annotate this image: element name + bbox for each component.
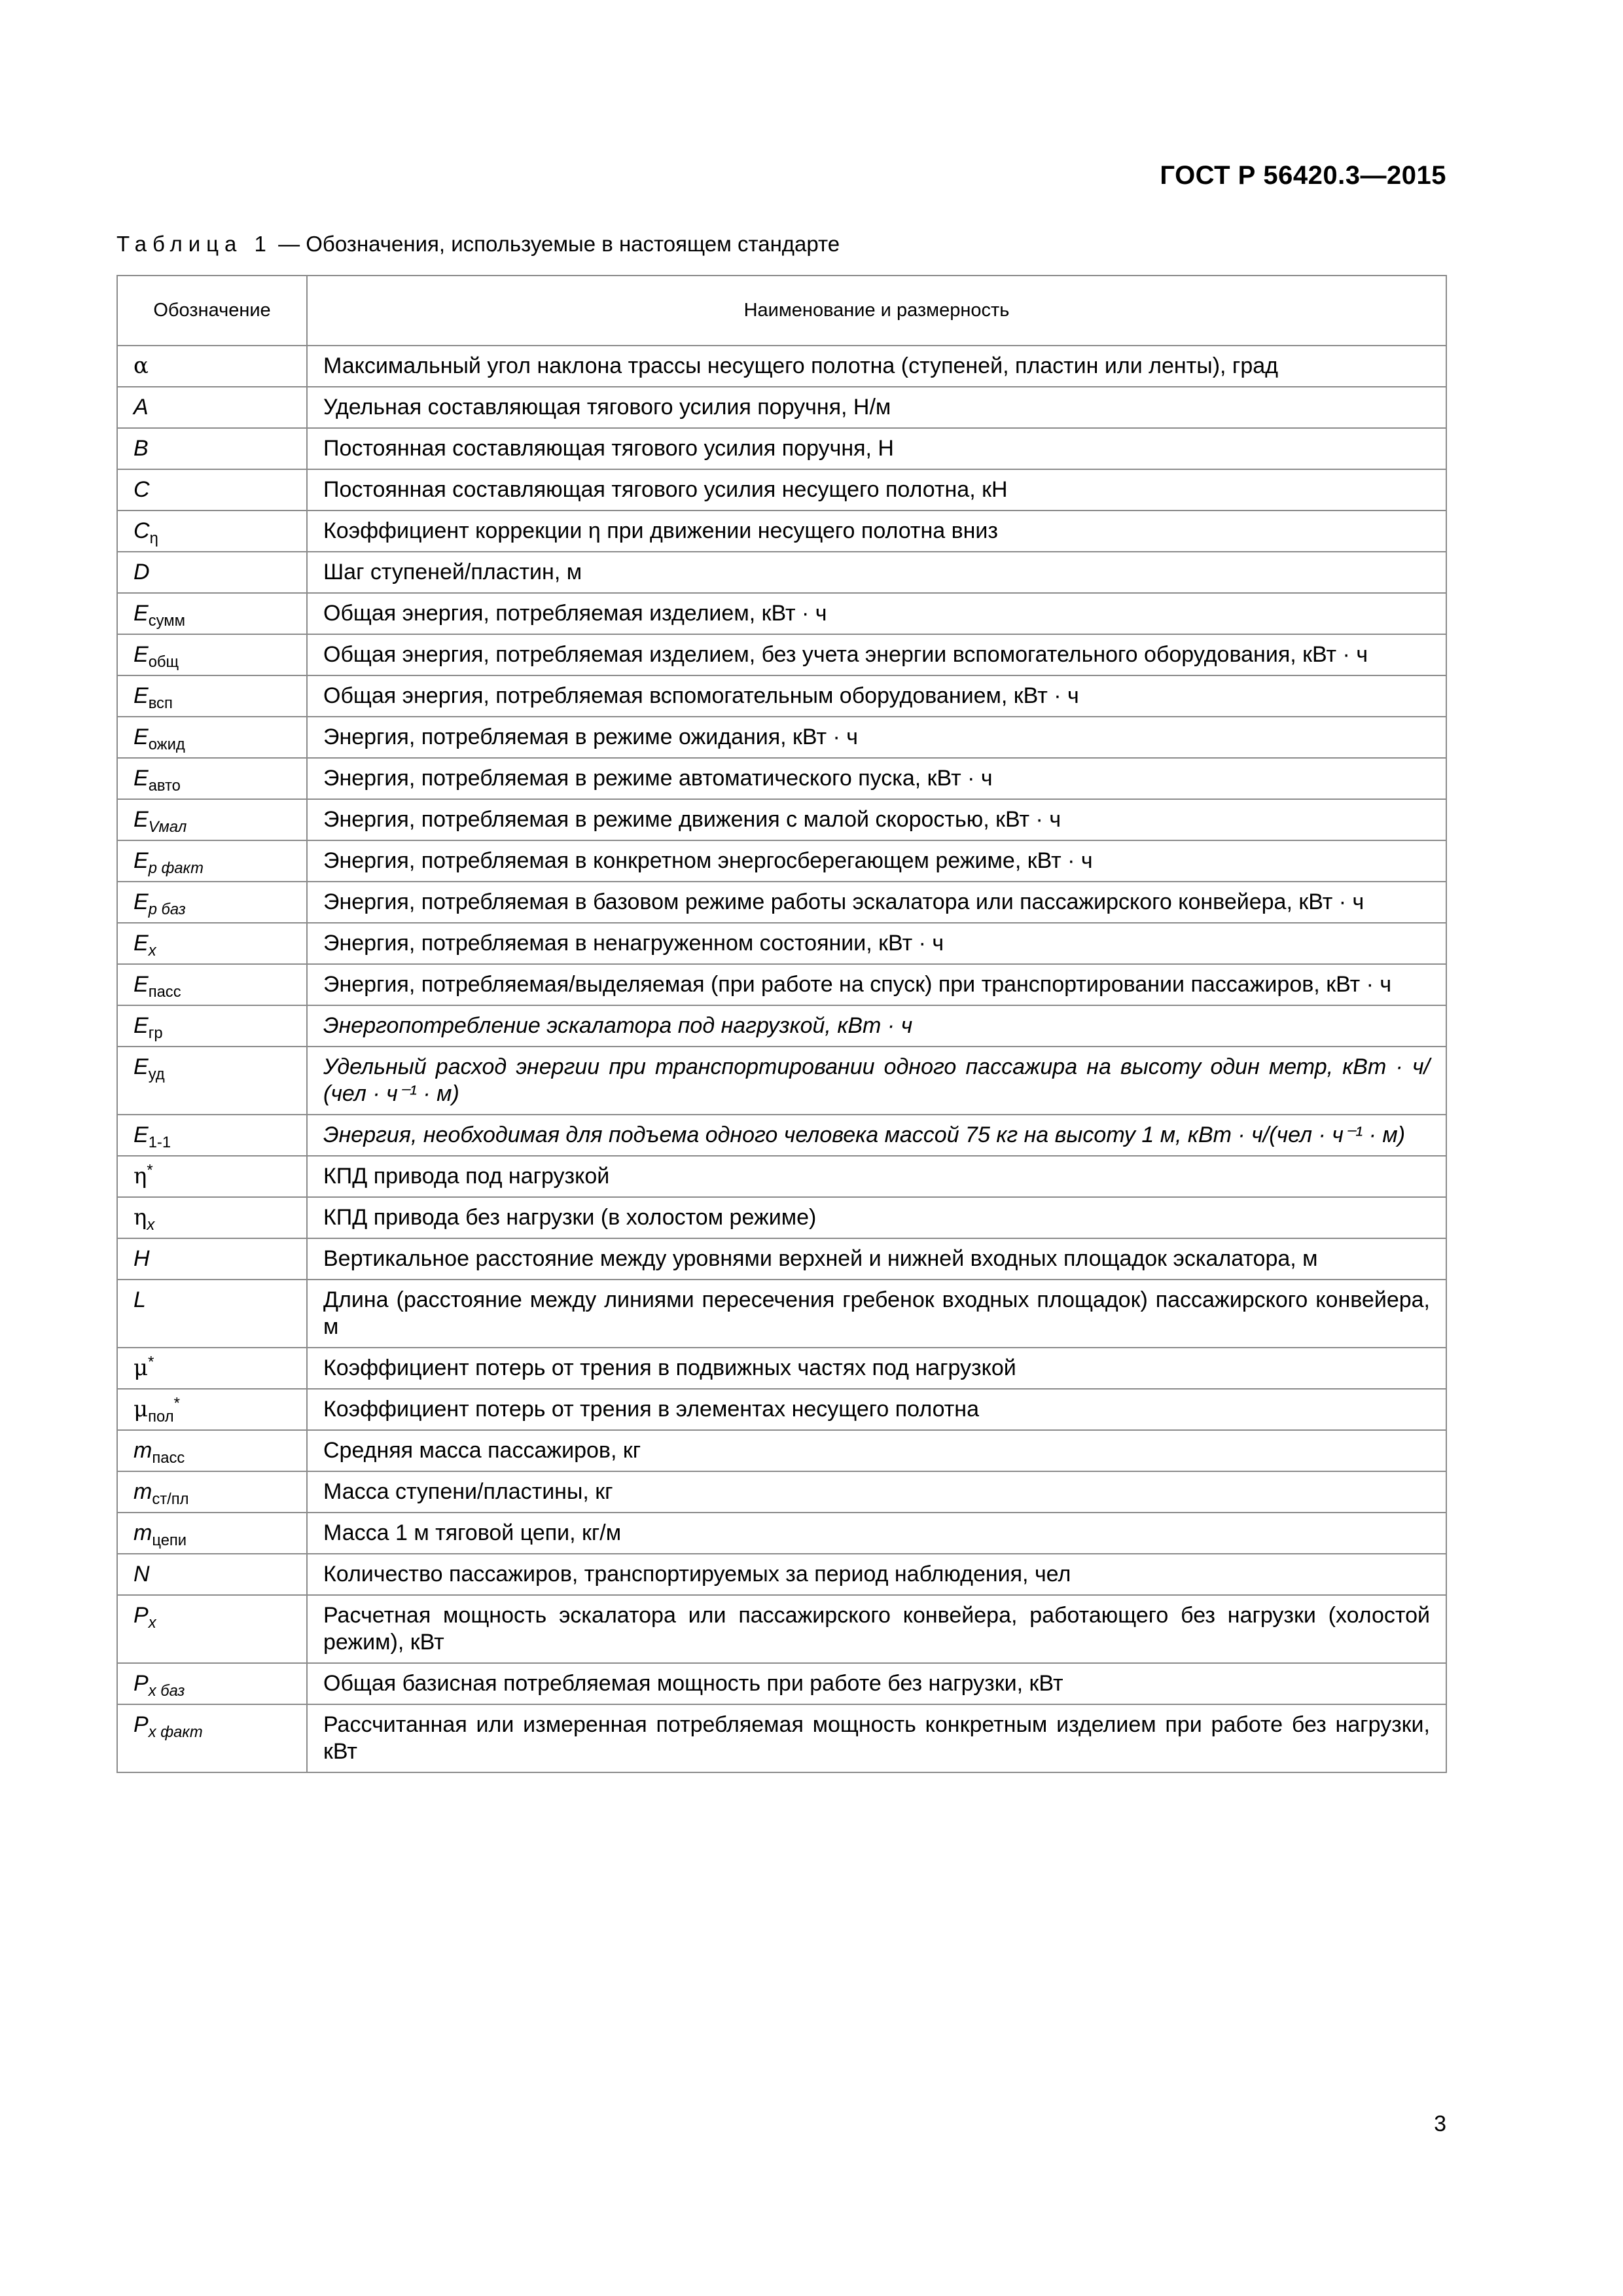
description-cell: Общая базисная потребляемая мощность при работе без нагрузки, кВт [307,1663,1446,1704]
description-cell: Коэффициент потерь от трения в подвижных частях под нагрузкой [307,1348,1446,1389]
description-cell: Энергопотребление эскалатора под нагрузкой, кВт · ч [307,1005,1446,1047]
symbol-cell [117,717,307,758]
symbol-subscript: x факт [148,1723,203,1741]
symbol-main: E [134,725,149,749]
table-row [117,1115,1446,1156]
description-cell: Длина (расстояние между линиями пересечения гребенок входных площадок) пассажирского конвейера, м [307,1280,1446,1348]
symbol-subscript: Vмал [148,817,187,836]
symbol-main: E [134,931,149,956]
table-caption [116,232,840,257]
table-row [117,799,1446,840]
standard-designation: ГОСТ Р 56420.3—2015 [1160,161,1446,190]
symbol-subscript: авто [148,776,181,795]
table-row [117,552,1446,593]
symbol-subscript: 1-1 [148,1133,171,1151]
symbol-main: P [134,1712,149,1737]
description-cell: Общая энергия, потребляемая изделием, кВт · ч [307,593,1446,634]
description-cell: Энергия, потребляемая в конкретном энергосберегающем режиме, кВт · ч [307,840,1446,882]
symbol-main: m [134,1479,152,1504]
symbol-subscript: x баз [148,1681,185,1700]
symbol-subscript: ожид [148,735,185,753]
description-cell: Максимальный угол наклона трассы несущего полотна (ступеней, пластин или ленты), град [307,346,1446,387]
symbol-main: H [134,1246,150,1271]
symbol-cell [117,840,307,882]
table-header-row [117,276,1446,346]
symbol-cell [117,387,307,428]
table-row [117,840,1446,882]
symbol-cell [117,1348,307,1389]
symbol-main: D [134,560,150,584]
symbol-subscript: цепи [152,1531,187,1549]
symbol-cell [117,1197,307,1238]
symbol-cell [117,428,307,469]
description-cell: Общая энергия, потребляемая изделием, без учета энергии вспомогательного оборудования, кВт · ч [307,634,1446,675]
symbol-cell [117,675,307,717]
table-row [117,1704,1446,1772]
table-body [117,346,1446,1772]
description-cell: Постоянная составляющая тягового усилия поручня, Н [307,428,1446,469]
symbol-main: C [134,518,150,543]
symbol-main: E [134,1122,149,1147]
description-cell: КПД привода без нагрузки (в холостом режиме) [307,1197,1446,1238]
table-row [117,964,1446,1005]
symbol-subscript: p баз [148,900,186,918]
table-caption-text: — Обозначения, используемые в настоящем стандарте [272,232,840,256]
table-row [117,1348,1446,1389]
symbol-main: P [134,1671,149,1696]
symbols-table [116,275,1447,1773]
symbol-subscript: η [149,529,158,547]
description-cell: Расчетная мощность эскалатора или пассажирского конвейера, работающего без нагрузки (холостой режим), кВт [307,1595,1446,1663]
description-cell: Энергия, потребляемая в режиме ожидания, кВт · ч [307,717,1446,758]
table-row [117,469,1446,511]
symbol-subscript: пасс [152,1448,185,1467]
table-row [117,1280,1446,1348]
symbol-main: E [134,972,149,997]
symbol-cell [117,552,307,593]
symbol-cell [117,346,307,387]
symbol-main: A [134,395,149,420]
symbol-main: E [134,807,149,832]
description-cell: Удельная составляющая тягового усилия поручня, Н/м [307,387,1446,428]
table-row [117,346,1446,387]
table-row [117,1663,1446,1704]
symbol-subscript: сумм [148,611,185,630]
table-row [117,1595,1446,1663]
symbol-cell [117,1047,307,1115]
symbol-main: C [134,477,150,502]
symbol-subscript: p факт [148,859,204,877]
symbol-cell [117,1430,307,1471]
symbol-cell [117,1115,307,1156]
symbol-subscript: общ [148,653,179,671]
symbol-subscript: ст/пл [152,1490,189,1508]
symbol-subscript: x [148,941,156,960]
table-row [117,717,1446,758]
table-row [117,634,1446,675]
symbol-main: α [134,353,149,379]
symbol-main: m [134,1438,152,1463]
table-row [117,428,1446,469]
table-row [117,1513,1446,1554]
table-row [117,1471,1446,1513]
symbol-main: η [134,1204,147,1230]
table-row [117,882,1446,923]
symbol-cell [117,1595,307,1663]
table-row [117,758,1446,799]
description-cell: Коэффициент потерь от трения в элементах несущего полотна [307,1389,1446,1430]
symbol-subscript: уд [148,1065,165,1083]
symbol-cell [117,1663,307,1704]
symbol-main: E [134,848,149,873]
symbol-main: E [134,889,149,914]
symbol-cell [117,758,307,799]
table-row [117,1430,1446,1471]
header-symbol: Обозначение [117,276,307,346]
symbol-cell [117,1554,307,1595]
table-row [117,1156,1446,1197]
symbol-cell [117,469,307,511]
table-row [117,675,1446,717]
table-row [117,1389,1446,1430]
table-row [117,1005,1446,1047]
description-cell: Удельный расход энергии при транспортировании одного пассажира на высоту один метр, кВт · ч/ (чел · ч⁻¹ · м) [307,1047,1446,1115]
symbol-superscript: * [147,1161,153,1179]
description-cell: Рассчитанная или измеренная потребляемая мощность конкретным изделием при работе без нагрузки, кВт [307,1704,1446,1772]
description-cell: Вертикальное расстояние между уровнями верхней и нижней входных площадок эскалатора, м [307,1238,1446,1280]
description-cell: Шаг ступеней/пластин, м [307,552,1446,593]
symbol-subscript: пасс [148,982,181,1001]
symbol-subscript: пол [148,1407,174,1426]
table-row [117,1554,1446,1595]
table-row [117,1047,1446,1115]
symbol-cell [117,634,307,675]
symbol-main: η [134,1163,147,1189]
symbol-main: E [134,683,149,708]
description-cell: Коэффициент коррекции η при движении несущего полотна вниз [307,511,1446,552]
symbol-subscript: гр [148,1024,163,1042]
symbol-main: E [134,766,149,791]
header-name-dimension: Наименование и размерность [307,276,1446,346]
symbol-main: L [134,1287,146,1312]
symbol-cell [117,511,307,552]
symbol-main: P [134,1603,149,1628]
symbol-subscript: x [147,1215,155,1234]
symbol-cell [117,1471,307,1513]
symbol-main: m [134,1520,152,1545]
table-row [117,1238,1446,1280]
symbol-cell [117,1280,307,1348]
table-row [117,387,1446,428]
symbol-main: μ [134,1355,149,1381]
description-cell: Энергия, потребляемая в режиме автоматического пуска, кВт · ч [307,758,1446,799]
description-cell: Энергия, потребляемая в режиме движения с малой скоростью, кВт · ч [307,799,1446,840]
description-cell: Энергия, необходимая для подъема одного человека массой 75 кг на высоту 1 м, кВт · ч/(чел · ч⁻¹ · м) [307,1115,1446,1156]
description-cell: КПД привода под нагрузкой [307,1156,1446,1197]
symbol-superscript: * [173,1394,180,1412]
symbol-cell [117,1005,307,1047]
symbol-cell [117,593,307,634]
symbol-main: E [134,1054,149,1079]
symbol-main: μ [134,1396,149,1422]
page-number: 3 [1434,2111,1446,2136]
description-cell: Энергия, потребляемая в ненагруженном состоянии, кВт · ч [307,923,1446,964]
description-cell: Средняя масса пассажиров, кг [307,1430,1446,1471]
symbol-main: E [134,601,149,626]
symbol-main: N [134,1562,150,1587]
table-row [117,511,1446,552]
symbol-main: E [134,642,149,667]
description-cell: Энергия, потребляемая в базовом режиме работы эскалатора или пассажирского конвейера, кВт · ч [307,882,1446,923]
symbol-main: B [134,436,149,461]
description-cell: Общая энергия, потребляемая вспомогательным оборудованием, кВт · ч [307,675,1446,717]
description-cell: Количество пассажиров, транспортируемых за период наблюдения, чел [307,1554,1446,1595]
table-row [117,593,1446,634]
symbol-cell [117,1389,307,1430]
symbol-subscript: всп [148,694,173,712]
table-row [117,1197,1446,1238]
symbol-cell [117,882,307,923]
table-row [117,923,1446,964]
symbol-cell [117,1156,307,1197]
symbol-cell [117,923,307,964]
symbol-cell [117,1704,307,1772]
symbol-cell [117,799,307,840]
symbol-cell [117,1513,307,1554]
description-cell: Масса 1 м тяговой цепи, кг/м [307,1513,1446,1554]
symbol-cell [117,964,307,1005]
symbol-subscript: x [148,1613,156,1632]
table-caption-label: Таблица 1 [116,232,272,256]
description-cell: Постоянная составляющая тягового усилия несущего полотна, кН [307,469,1446,511]
symbol-cell [117,1238,307,1280]
symbol-main: E [134,1013,149,1038]
symbol-superscript: * [148,1353,154,1371]
description-cell: Масса ступени/пластины, кг [307,1471,1446,1513]
description-cell: Энергия, потребляемая/выделяемая (при работе на спуск) при транспортировании пассажиров, кВт · ч [307,964,1446,1005]
